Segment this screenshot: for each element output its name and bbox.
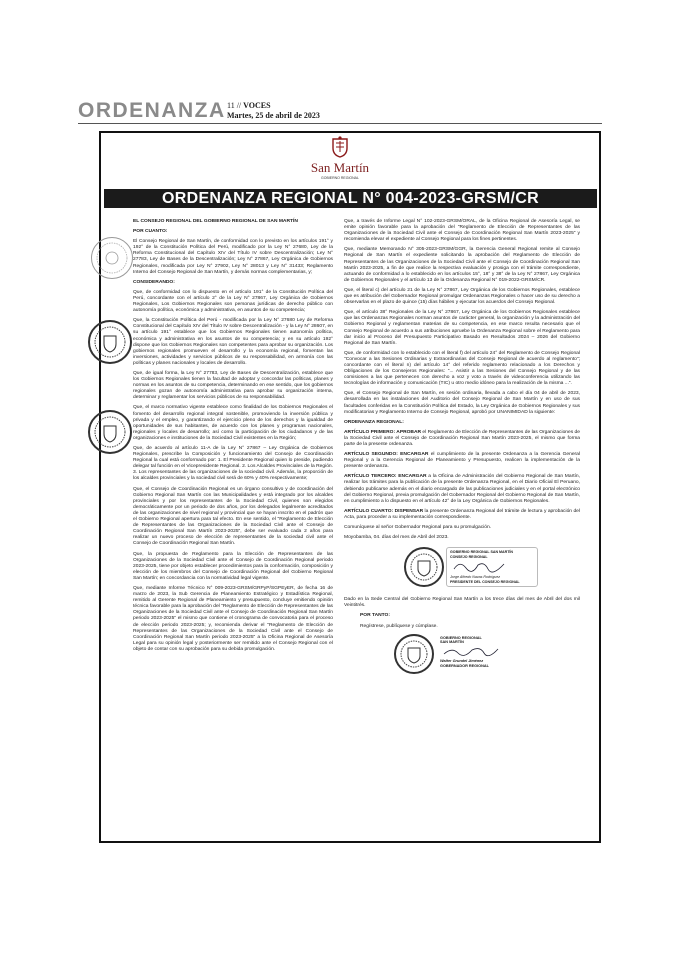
stamp-role: GOBERNADOR REGIONAL bbox=[440, 663, 489, 668]
paragraph: Que, el Consejo Regional de San Martín, en sesión ordinaria, llevada a cabo el día 04 de abril de 2023, desarrollada en las instalaciones del Auditorio del Consejo Regional de San Martín y en uso de sus facultades conferidas en la Constitución Política del Estado, la Ley Orgánica de Gobiernos Regionales y sus modificatorias y Reglamento Interno de Consejo Regional, aprobó por UNANIMIDAD la siguiente: bbox=[344, 391, 580, 415]
article-2-label: ARTÍCULO SEGUNDO: ENCARGAR bbox=[344, 452, 429, 458]
paragraph: Que, mediante Informe Técnico N° 009-2023-GRSM/GRPyP/SGPEyER, de fecha 16 de marzo de 2023, la Sub Gerencia de Planeamiento Estratégico y Estadística Regional, remitido al Gerente Regional de Planeamiento y presupuesto, concluye emitiendo opinión técnica favorable para la aprobación del "Reglamento de Elección de Representantes de las Organizaciones de la Sociedad Civil ante el Consejo de Coordinación Regional San Martín periodo 2023-2025" el mismo que contiene el cronograma de convocatoria para el proceso de elección periodo 2023-2025; y, recomienda derivar el "Reglamento de Elección de Representantes de las Organizaciones de la Sociedad Civil ante el Consejo de Coordinación Regional San Martín periodo 2023-2025" a la Oficina Regional de Asesoría Legal para su opinión legal y posteriormente ser remitido ante el Consejo Regional con el objeto de contar con su aprobación para su debida promulgación. bbox=[133, 585, 333, 652]
article-1-text: el Reglamento de Elección de Representantes de las Organizaciones de la Sociedad Civil ante el Consejo de Coordinación Regional San Martín 2023-2025, el mismo que forma parte de la presente ordenanza. bbox=[344, 429, 580, 447]
paragraph: Que, de igual forma, la Ley N° 27783, Ley de Bases de Descentralización, establece que los Gobiernos Regionales tienen la facultad de adoptar y concordar las políticas, planes y normas en los asuntos de su competencia, determinando en ese sentido, que los gobiernos regionales gozan de autonomía administrativa para aprobar su organización interna, determinar y reglamentar los servicios públicos de su responsabilidad. bbox=[133, 370, 333, 401]
article-3-text: a la Oficina de Administración del Gobierno Regional de San Martín, realizar los trámites para la publicación de la presente Ordenanza Regional, en el Diario Oficial El Peruano, debiendo publicarse además en el diario encargado de las publicaciones judiciales y en el portal electrónico del Gobierno Regional, previa promulgación del Gobernador Regional del Gobierno Regional de San Martín, en cumplimiento a lo dispuesto en el artículo 42° de la Ley Orgánica de Gobiernos Regionales. bbox=[344, 474, 580, 504]
considerando-heading: CONSIDERANDO: bbox=[133, 279, 175, 285]
article-3-label: ARTÍCULO TERCERO: ENCARGAR bbox=[344, 474, 427, 480]
paragraph: Que, a través de Informe Legal N° 102-2023-GRSM/ORAL, de la Oficina Regional de Asesoría Legal, se emite opinión favorable para la aprobación del "Reglamento de Elección de Representantes de las Organizaciones de la Sociedad Civil ante el Consejo de Coordinación Regional San Martín 2023-2025" y recomienda elevar el expediente al Consejo Regional para los fines pertinentes. bbox=[344, 219, 580, 243]
council-seal bbox=[404, 547, 444, 587]
paragraph: Que, de conformidad con lo establecido con el literal f) del artículo 24° del Reglamento de Consejo Regional "Convocar a las Sesiones Ordinarias y Extraordinarias del Consejo Regional de acuerdo al reglamento"; concordante con el literal n) del artículo 14° del referido reglamento relacionado a los Derechos y Obligaciones de los Consejeros Regionales: "... Asistir a las Sesiones del Consejo Regional y de las comisiones a las que pertenecen con derecho a voz y voto a través de videoconferencia utilizando las tecnologías de información y comunicación (TIC) u otro medio idóneo para la realización de la misma ...". bbox=[344, 350, 580, 387]
logo-name: San Martín bbox=[310, 160, 370, 175]
seal-icon bbox=[406, 549, 442, 585]
paragraph: Que, mediante Memorando N° 305-2023-GRSM/GGR, la Gerencia General Regional remite al Consejo Regional de San Martín el expediente solicitando la aprobación del Reglamento de Elección de Representantes de las Organizaciones de la Sociedad Civil ante el Consejo de Coordinación Regional San Martín 2023-2025, a fin de que realice la respectiva evaluación y prosiga con el trámite correspondiente, actuando de conformidad a lo establecido en los artículos 15°, 18° y 38° de la Ley N° 27867, Ley Orgánica de Gobiernos Regionales y el artículo 13 de la Ordenanza Regional N° 019-2022-GRSM/CR. bbox=[344, 247, 580, 283]
por-tanto-heading: POR TANTO: bbox=[360, 613, 390, 619]
logo-subtitle: GOBIERNO REGIONAL bbox=[321, 176, 359, 180]
section-title: ORDENANZA bbox=[78, 99, 226, 122]
stamp-line: GOBIERNO REGIONAL SAN MARTÍN bbox=[450, 550, 514, 555]
council-heading: EL CONSEJO REGIONAL DEL GOBIERNO REGIONAL DE SAN MARTÍN bbox=[133, 219, 298, 224]
governor-seal bbox=[394, 634, 434, 674]
stamp-role: PRESIDENTE DEL CONSEJO REGIONAL bbox=[450, 579, 520, 584]
paragraph: Que, el marco normativo vigente establece como finalidad de los Gobiernos Regionales el fomento del desarrollo regional integral sostenible, promoviendo la inversión pública y privada y el empleo, y garantizando el ejercicio pleno de los derechos y la igualdad de oportunidades de sus habitantes, de acuerdo con los planes y programas nacionales, regionales y locales de desarrollo; así como la participación de los ciudadanos y de las organizaciones e instituciones de la Sociedad Civil existentes en la Región; bbox=[133, 405, 333, 441]
signature-icon bbox=[450, 559, 510, 573]
stamp-name: Jorge Alfredo Navas Rodríguez bbox=[450, 575, 501, 579]
seal-stamp-3 bbox=[88, 410, 132, 454]
stamp-line: GOBIERNO REGIONAL bbox=[440, 635, 482, 640]
region-logo bbox=[305, 135, 375, 181]
seal-icon bbox=[92, 238, 132, 278]
paragraph: Que, de conformidad con lo dispuesto en el artículo 191° de la Constitución Política del Perú, concordante con el artículo 2° de la Ley N° 27867, Ley Orgánica de Gobiernos Regionales, Los Gobiernos Regionales son personas jurídicas de derecho público con autonomía política, económica y administrativa, en asuntos de su competencia; bbox=[133, 289, 333, 314]
article-4-text: la presente Ordenanza Regional del trámite de lectura y aprobación del Acta, para proceder a su implementación correspondiente. bbox=[344, 508, 580, 520]
seal-stamp-2 bbox=[88, 320, 132, 364]
article-2 bbox=[344, 452, 580, 470]
article-4 bbox=[344, 509, 580, 521]
paragraph: Que, la Constitución Política del Perú - modificada por la Ley N° 27680 Ley de Reforma Constitucional del Capítulo XIV del Título IV sobre Descentralización - y la Ley N° 28607, en su artículo 191° establece que los Gobiernos Regionales tienen autonomía política, económica y administrativa en los asuntos de su competencia; y en su artículo 192° dispone que los Gobiernos Regionales son competentes para aprobar su organización. Los gobiernos regionales promueven el desarrollo y la economía regional, fomentan las inversiones, actividades y servicios públicos de su responsabilidad, en armonía con las políticas y planes nacionales y locales de desarrollo. bbox=[133, 318, 333, 366]
seal-icon bbox=[396, 636, 432, 672]
article-1-label: ARTÍCULO PRIMERO: APROBAR bbox=[344, 429, 422, 435]
header-divider bbox=[78, 123, 602, 124]
paragraph: Que, de acuerdo al artículo 11-A de la Ley N° 27867 – Ley Orgánica de Gobiernos Regionales, prescribe la Composición y funcionamiento del Consejo de Coordinación Regional la cual está conformado por: 1. El Presidente Regional quien lo preside, pudiendo delegar tal función en el Vicepresidente Regional. 2. Los Alcaldes Provinciales de la Región. 3. Los representantes de las organizaciones de la sociedad civil. Además, la proporción de los alcaldes provinciales y la sociedad civil será de 60% y 40% respectivamente; bbox=[133, 446, 333, 482]
seal-stamp-1 bbox=[91, 237, 133, 279]
header-meta bbox=[227, 101, 320, 121]
paragraph: El Consejo Regional de San Martín, de conformidad con lo previsto en los artículos 191° y 192° de la Constitución Política del Perú, modificado por la Ley N° 27680, Ley de la Reforma Constitucional del Capítulo XIV del Título IV sobre Descentralización; Ley N° 27783, Ley de Bases de la Descentralización; Ley N° 27867, Ley Orgánica de Gobiernos Regionales, modificada por Ley N° 27902, Ley N° 28013 y Ley N° 31433; Reglamento Interno del Consejo Regional de San Martín, y demás normas complementarias, y; bbox=[133, 239, 333, 275]
comuniquese-line: Comuníquese al señor Gobernador Regional para su promulgación. bbox=[344, 525, 492, 531]
stamp-line: SAN MARTÍN bbox=[440, 640, 464, 645]
paragraph: Que, el artículo 38° Regionales de la Ley N° 27867, Ley Orgánica de los Gobiernos Regionales establece que las Ordenanzas Regionales norman asuntos de carácter general, la organización y la administración del Gobierno Regional y reglamentan materias de su competencia, en ese marco resulta necesario que el Consejo Regional de acuerdo a sus atribuciones apruebe la Ordenanza Regional sobre el Reglamento para dar inicio al Proceso del Presupuesto Participativo Basado en Resultados 2024 – 2026 del Gobierno Regional de San Martín. bbox=[344, 310, 580, 346]
page-number: 11 // bbox=[227, 101, 242, 110]
por-cuanto-heading: POR CUANTO: bbox=[133, 229, 168, 235]
title-band bbox=[104, 189, 597, 208]
coat-of-arms-icon bbox=[330, 136, 350, 158]
article-2-text: el cumplimiento de la presente Ordenanza a la Gerencia General Regional y a la Gerencia Regional de Planeamiento y Presupuesto, realicen la implementación de la presente ordenanza. bbox=[344, 452, 580, 470]
article-4-label: ARTÍCULO CUARTO: DISPENSAR bbox=[344, 508, 424, 514]
governor-signature-block bbox=[344, 634, 580, 678]
council-signature-block bbox=[344, 545, 580, 591]
place-date: Moyobamba, 04. días del mes de Abril del 2023. bbox=[344, 535, 449, 541]
stamp-name: Walter Grundel Jiménez bbox=[440, 658, 484, 663]
seal-icon bbox=[90, 412, 130, 452]
left-column bbox=[133, 219, 333, 657]
ordenanza-heading: ORDENANZA REGIONAL: bbox=[344, 419, 404, 425]
right-column bbox=[344, 219, 580, 678]
article-1 bbox=[344, 430, 580, 448]
dado-line: Dado en la Sede Central del Gobierno Regional San Martín a los trece días del mes de Abril del dos mil Veintitrés. bbox=[344, 597, 580, 609]
seal-icon bbox=[90, 322, 130, 362]
section-name: VOCES bbox=[243, 101, 271, 110]
paragraph: Que, la propuesta de Reglamento para la Elección de Representantes de las Organizaciones de la Sociedad Civil ante el Consejo de Coordinación Regional periodo 2023-2025, tiene por objeto establecer procedimientos para la conformación, composición y elección de los miembros del Consejo de Coordinación Regional del Gobierno Regional San Martín; en concordancia con la normatividad legal vigente. bbox=[133, 551, 333, 581]
council-stamp bbox=[446, 547, 538, 587]
article-3 bbox=[344, 474, 580, 504]
paragraph: Que, el Consejo de Coordinación Regional es un órgano consultivo y de coordinación del Gobierno Regional San Martín con las Municipalidades y está integrado por los alcaldes provinciales y por los representantes de la Sociedad Civil, quienes son elegidos democráticamente por un periodo de dos años, por los delegados legalmente acreditados de las organizaciones de nivel regional y provincial que se hayan inscrito en el padrón que el Gobierno Regional apertura para tal efecto. En ese sentido, el "Reglamento de Elección de Representantes de las Organizaciones de la Sociedad Civil ante el Consejo de Coordinación Regional San Martín 2023-2025", debe ser evaluado cada 2 años para realizar un nuevo proceso de elección de representantes de la sociedad civil ante el Consejo de Coordinación Regional San Martín. bbox=[133, 486, 333, 547]
governor-stamp bbox=[440, 636, 530, 669]
stamp-line: CONSEJO REGIONAL bbox=[450, 554, 488, 559]
signature-icon bbox=[440, 645, 500, 657]
registrese-line: Regístrese, publíquese y cúmplase. bbox=[360, 623, 438, 629]
paragraph: Que, el literal c) del artículo 21 de la Ley N° 27867, Ley Orgánica de los Gobiernos Regionales, establece que es atribución del Gobernador Regional promulgar Ordenanzas Regionales o hacer uso de su derecho a observarlas en el plazo de quince (15) días hábiles y ejecutar los acuerdos del Consejo Regional. bbox=[344, 287, 580, 306]
document-title: ORDENANZA REGIONAL N° 004-2023-GRSM/CR bbox=[162, 190, 539, 207]
publication-date: Martes, 25 de abril de 2023 bbox=[227, 111, 320, 120]
